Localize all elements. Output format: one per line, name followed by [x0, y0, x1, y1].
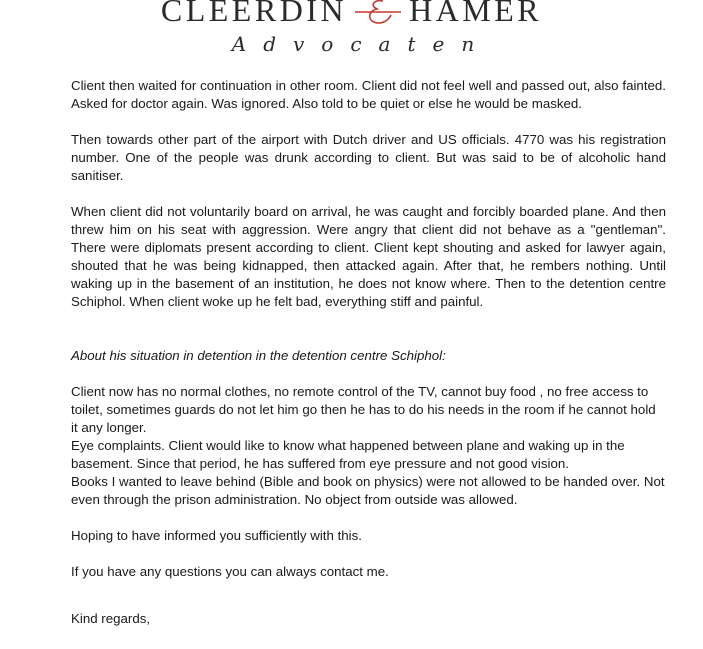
- firm-name-left: CLEERDIN: [160, 0, 348, 28]
- section-heading: About his situation in detention in the detention centre Schiphol:: [71, 348, 446, 363]
- paragraph-conditions: Client now has no normal clothes, no remote control of the TV, cannot buy food , no free access to toilet, sometimes guards do not let him go then he has to do his needs in the room if he cannot hold it any longer.: [71, 384, 656, 435]
- letterhead: [0, 0, 703, 60]
- paragraph-books: Books I wanted to leave behind (Bible and book on physics) were not allowed to be handed over. Not even through the prison administration. No object from outside was allowed.: [71, 474, 665, 507]
- paragraph-contact: If you have any questions you can always contact me.: [71, 564, 389, 579]
- letter-body: [71, 77, 666, 628]
- paragraph-waiting: Client then waited for continuation in other room. Client did not feel well and passed out, also fainted. Asked for doctor again. Was ignored. Also told to be quiet or else he would be masked.: [71, 78, 666, 111]
- firm-logo: [0, 0, 703, 29]
- firm-subtitle: Advocaten: [231, 32, 492, 56]
- paragraph-hoping: Hoping to have informed you sufficiently with this.: [71, 528, 362, 543]
- paragraph-eye-complaints: Eye complaints. Client would like to know what happened between plane and waking up in the basement. Since that period, he has suffered from eye pressure and not good vision.: [71, 438, 625, 471]
- firm-name-right: HAMER: [409, 0, 543, 28]
- closing-salutation: Kind regards,: [71, 611, 151, 626]
- paragraph-boarding: When client did not voluntarily board on arrival, he was caught and forcibly boarded plane. And then threw him on his seat with aggression. Were angry that client did not behave as a "gentleman". There were diplomats present according to client. Client kept shouting and asked for lawyer again, shouted that he was being kidnapped, then attacked again. After that, he rembers nothing. Until waking up in the basement of an institution, he does not know where. Then to the detention centre Schiphol. When client woke up he felt bad, everything stiff and painful.: [71, 204, 666, 309]
- paragraph-airport: Then towards other part of the airport with Dutch driver and US officials. 4770 was his registration number. One of the people was drunk according to client. But was said to be of alcoholic hand sanitiser.: [71, 132, 666, 183]
- ampersand-logo-icon: [353, 0, 403, 27]
